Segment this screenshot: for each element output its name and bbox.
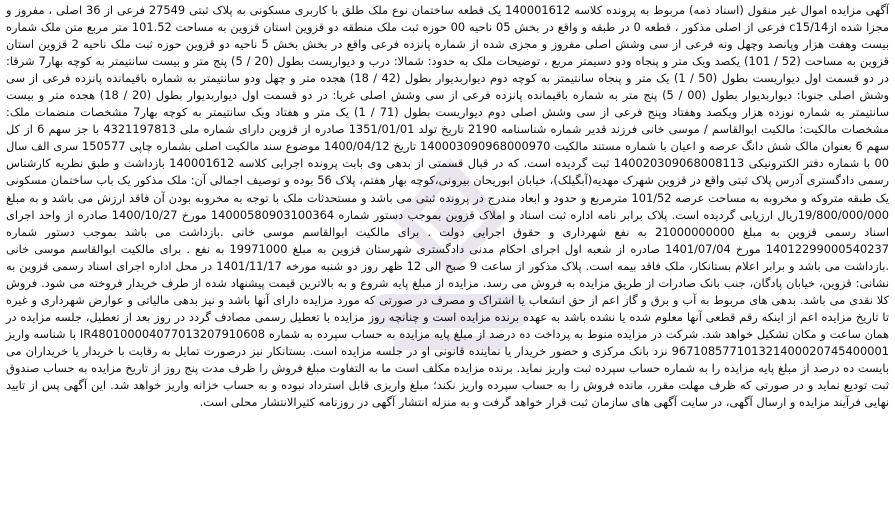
auction-notice-text: آگهی مزایده اموال غیر منقول (اسناد ذمه) مربوط به پرونده کلاسه 140001612 یک قطعه ساختمان نوع ملک طلق با کاربری مسکونی به پلاک ثبتی 27549 فرعی از 36 اصلی ، مفروز و مجزا شده ازc15/14 فرعی از اصلی مذکور ، قطعه 0 در طبقه و واقع در بخش 05 ناحیه 00 حوزه ثبت ملک منطقه دو قزوین استان قزوین به مساحت 101.52 متر مربع متن ملک شماره بیست وهفت هزار وپانصد وچهل ونه فرعی از سی وشش اصلی مفروز و مجزی شده از شماره پانزده فرعی واقع در بخش بخش 5 ناحیه دو قزوین حوزه ثبت ملک ناحیه 2 قزوین استان قزوین به مساحت (52 / 101) یکصد ویک متر و پنجاه ودو دسیمتر مربع ، توضیحات ملک به حدود: شمالا: درب و دیواریست بطول (20 / 5) پنج متر و بیست سانتیمتر به کوچه بهار7 شرقا: در دو قسمت اول دیواریست بطول (50 / 1) یک متر و پنجاه سانتیمتر به کوچه دوم دیواربدیوار بطول (42 / 18) هجده متر و چهل ودو سانتیمتر به شماره باقیمانده پانزده فرعی از سی وشش اصلی جنوبا: دیواربدیوار بطول (00 / 5) پنج متر به شماره باقیمانده پانزده فرعی از سی وشش اصلی غربا: در دو قسمت اول دیواربدیوار بطول (20 / 18) هجده متر و بیست سانتیمتر به شماره نوزده هزار ویکصد وهفتاد وپنج فرعی از سی وشش اصلی دوم دیواریست بطول (71 / 1) یک متر و هفتاد ویک سانتیمتر به کوچه بهار7 مشخصات منضمات ملک: مشخصات مالکیت: مالکیت ابوالقاسم / موسی خانی فرزند قدیر شماره شناسنامه 2190 تاریخ تولد 1351/01/01 صادره از قزوین دارای شماره ملی 4321197813 با جز سهم 6 از کل سهم 6 بعنوان مالک شش دانگ عرصه و اعیان با شماره مستند مالکیت 140003090968000970 تاریخ 1400/04/12 موضوع سند مالکیت اصلی بشماره چاپی 150577 سری الف سال 00 با شماره دفتر الکترونیکی 140020309068008113 ثبت گردیده است. که در قبال قسمتی از بدهی وی بابت پرونده اجرایی کلاسه 140001612 بازداشت و طبق نظریه کارشناس رسمی دادگستری آدرس پلاک ثبتی واقع در قزوین شهرک مهدیه(آبگیلک)، خیابان ابوریحان بیرونی،کوچه بهار هفتم، پلاک 56 بوده و توصیف اجمالی آن: ملک مذکور یک باب ساختمان مسکونی یک طبقه متروکه و مخروبه به مساحت عرصه 101/52 مترمربع و حدود و ابعاد مندرج در پرونده ثبتی می باشد و مستحدثات ملک با توجه به مخروبه بودن آن فاقد ارزش می باشد و به مبلغ 19/800/000/000ریال ارزیابی گردیده است. پلاک برابر نامه اداره ثبت اسناد و املاک قزوین بموجب دستور شماره 14000580903100364 مورخ 1400/10/27 صادره از واحد اجرای اسناد رسمی قزوین به مبلغ 21000000000 به نفع شهرداری و حقوق اجرایی دولت . برای مالکیت ابوالقاسم موسی خانی .بازداشت می باشد بموجب دستور شماره 14012299000540237 مورخ 1401/07/04 صادره از شعبه اول اجرای احکام مدنی دادگستری شهرستان قزوین به مبلغ 19971000 به نفع . برای مالکیت ابوالقاسم موسی خانی .بازداشت می باشد و برابر اعلام بستانکار، ملک فاقد بیمه است. پلاک مذکور از ساعت 9 صبح الی 12 ظهر روز دو شنبه مورخه 1401/11/17 در محل اداره اجرای اسناد رسمی قزوین به نشانی: قزوین، خیابان پادگان، جنب بانک صادرات از طریق مزایده به فروش می رسد. مزایده از مبلغ پایه شروع و به بالاترین قیمت پیشنهاد شده از طرف خریدار فروخته می شود. فروش کلا نقدی می باشد. بدهی های مربوط به آب و برق و گاز اعم از حق انشعاب یا اشتراک و مصرف در صورتی که مورد مزایده دارای آنها باشد و نیز بدهی مالیاتی و عوارض شهرداری و غیره تا تاریخ مزایده اعم از اینکه رقم قطعی آنها معلوم شده یا نشده باشد به عهده برنده مزایده است و چنانچه روز مزایده با تعطیل رسمی مصادف گردد در روز بعد از تعطیل، جلسه مزایده در همان ساعت و مکان تشکیل خواهد شد. شرکت در مزایده منوط به پرداخت ده درصد از مبلغ پایه مزایده به حساب سپرده به شماره IR480100004077013207910608 با شناسه واریز 967108577101321400020745400001 نزد بانک مرکزی و حضور خریدار یا نماینده قانونی او در جلسه مزایده است. بستانکار نیز درصورت تمایل به رقابت با خریدار یا خریداران می بایست ده درصد از مبلغ پایه مزایده را به شماره حساب سپرده ثبت واریز نماید. برنده مزایده مکلف است ما به التفاوت مبلغ فروش را ظرف مدت پنج روز از تاریخ مزایده به حساب صندوق ثبت تودیع نماید و در صورتی که ظرف مهلت مقرر، مانده فروش را به حساب سپرده واریز نکند؛ مبلغ واریزی قابل استرداد نبوده و به حساب خزانه واریز خواهد شد. این آگهی پس از تایید نهایی فرآیند مزایده و ارسال آگهی، در سایت آگهی های سازمان ثبت قرار خواهد گرفت و به منزله انتشار آگهی در روزنامه کثیرالانتشار محلی است. [6, 3, 890, 410]
